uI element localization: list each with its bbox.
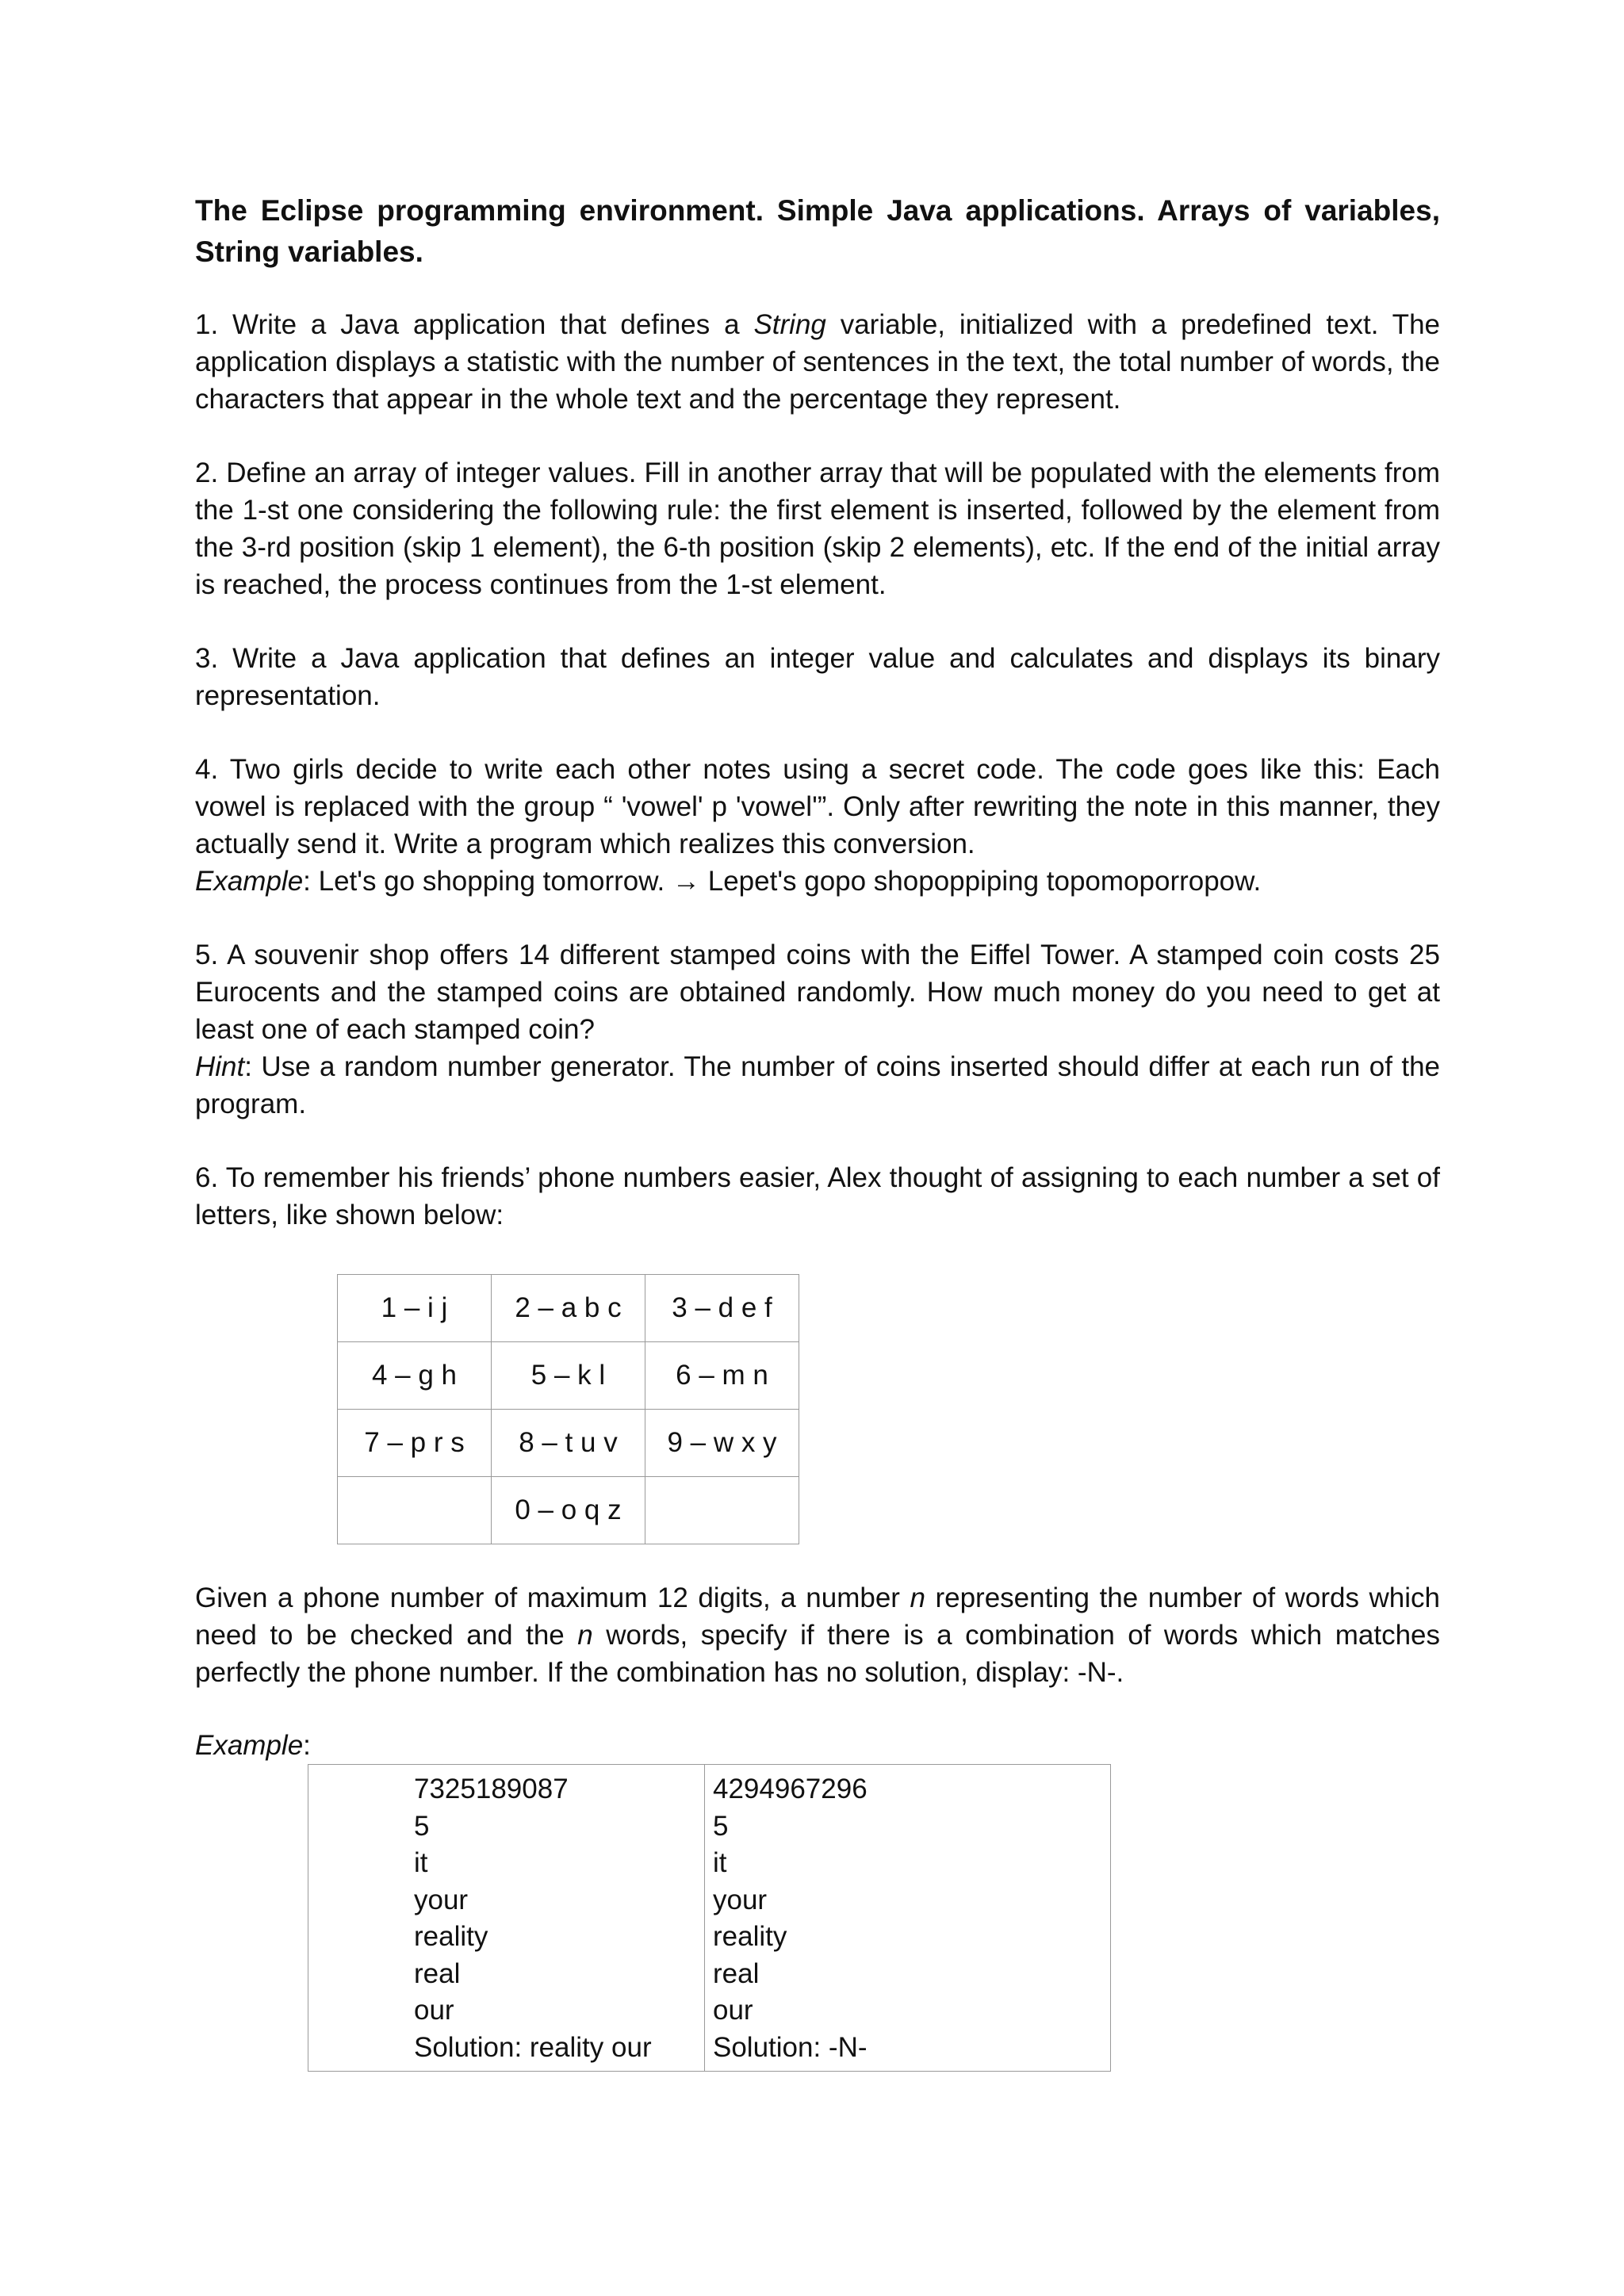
- example-line: 5: [713, 1810, 729, 1842]
- keypad-row: [338, 1410, 799, 1477]
- exercise-6: 6. To remember his friends’ phone numbers easier, Alex thought of assigning to each number a set of letters, like shown below:: [195, 1162, 1440, 1230]
- page-title: The Eclipse programming environment. Simple Java applications. Arrays of variables, String variables.: [195, 194, 1440, 268]
- task-variable-n: n: [910, 1582, 925, 1613]
- exercise-6-task: [195, 1579, 1440, 1691]
- example-text: : Let's go shopping tomorrow. → Lepet's gopo shopoppiping topomoporropow.: [303, 866, 1262, 897]
- example-line: 4294967296: [713, 1774, 868, 1804]
- exercise-1: [195, 306, 1440, 418]
- example-line: real: [414, 1957, 461, 1989]
- example-heading: [195, 1727, 311, 1764]
- exercise-2: 2. Define an array of integer values. Fill in another array that will be populated with the elements from the 1-st one considering the following rule: the first element is inserted, followed by the element from the 3-rd position (skip 1 element), the 6-th position (skip 2 elements), etc. If the end of the initial array is reached, the process continues from the 1-st element.: [195, 457, 1440, 600]
- exercise-1-text-b: variable, initialized with a predefined text. The application displays a statistic with the number of sentences in the text, the total number of words, the characters that appear in the whole text and the percentage they represent.: [195, 309, 1441, 415]
- exercise-5: [195, 936, 1440, 1123]
- exercise-1-emphasis: String: [753, 309, 826, 340]
- document-body: [195, 190, 1440, 1270]
- hint-label: Hint: [195, 1051, 245, 1082]
- example-line: reality: [713, 1921, 787, 1952]
- example-line: your: [713, 1884, 768, 1915]
- keypad-table: [337, 1274, 799, 1544]
- example-line: it: [713, 1847, 727, 1878]
- keypad-cell: 3 – d e f: [645, 1275, 799, 1342]
- exercise-4-example: [195, 863, 1440, 900]
- keypad-cell: 7 – p r s: [338, 1410, 492, 1477]
- example-column-2: [705, 1765, 1111, 2072]
- task-text-a: Given a phone number of maximum 12 digits, a number: [195, 1582, 910, 1613]
- keypad-cell: 6 – m n: [645, 1342, 799, 1410]
- example-line: your: [414, 1884, 469, 1915]
- example-line: 7325189087: [414, 1774, 569, 1804]
- example-line: it: [414, 1847, 428, 1878]
- hint-text: : Use a random number generator. The number of coins inserted should differ at each run of the program.: [195, 1051, 1440, 1119]
- task-text-b: representing the number of words which need to be checked and the: [195, 1582, 1440, 1651]
- example-line: 5: [414, 1810, 430, 1842]
- exercise-1-text-a: 1. Write a Java application that defines a: [195, 309, 754, 340]
- example-line: reality: [414, 1921, 488, 1952]
- keypad-row: [338, 1477, 799, 1544]
- example-label: Example: [195, 866, 304, 897]
- keypad-cell: [645, 1477, 799, 1544]
- example-heading-label: Example: [195, 1730, 304, 1761]
- keypad-row: [338, 1342, 799, 1410]
- task-text-c: words, specify if there is a combination of words which matches perfectly the phone number. If the combination has no solution, display: -N-.: [195, 1620, 1440, 1688]
- keypad-cell: [338, 1477, 492, 1544]
- keypad-cell: 2 – a b c: [492, 1275, 645, 1342]
- example-line: our: [414, 1995, 454, 2026]
- exercise-5-text: 5. A souvenir shop offers 14 different stamped coins with the Eiffel Tower. A stamped coin costs 25 Eurocents and the stamped coins are obtained randomly. How much money do you need to get at least one of each stamped coin?: [195, 939, 1440, 1045]
- keypad-cell: 1 – i j: [338, 1275, 492, 1342]
- example-row: [308, 1765, 1111, 2072]
- exercise-4: [195, 751, 1440, 900]
- example-table: [308, 1764, 1111, 2072]
- example-line: real: [713, 1957, 760, 1989]
- keypad-cell: 8 – t u v: [492, 1410, 645, 1477]
- keypad-cell: 5 – k l: [492, 1342, 645, 1410]
- example-heading-colon: :: [303, 1730, 311, 1761]
- keypad-cell: 0 – o q z: [492, 1477, 645, 1544]
- keypad-cell: 4 – g h: [338, 1342, 492, 1410]
- keypad-row: [338, 1275, 799, 1342]
- exercise-4-text: 4. Two girls decide to write each other notes using a secret code. The code goes like this: Each vowel is replaced with the group “ 'vowel' p 'vowel'”. Only after rewriting the note in this manner, they actually send it. Write a program which realizes this conversion.: [195, 754, 1440, 859]
- example-solution: Solution: -N-: [713, 2031, 868, 2063]
- example-solution: Solution: reality our: [414, 2031, 652, 2063]
- example-line: our: [713, 1995, 753, 2026]
- exercise-3: 3. Write a Java application that defines an integer value and calculates and displays its binary representation.: [195, 643, 1440, 711]
- exercise-5-hint: [195, 1048, 1440, 1123]
- task-variable-n: n: [577, 1620, 593, 1651]
- keypad-cell: 9 – w x y: [645, 1410, 799, 1477]
- example-column-1: [308, 1765, 705, 2072]
